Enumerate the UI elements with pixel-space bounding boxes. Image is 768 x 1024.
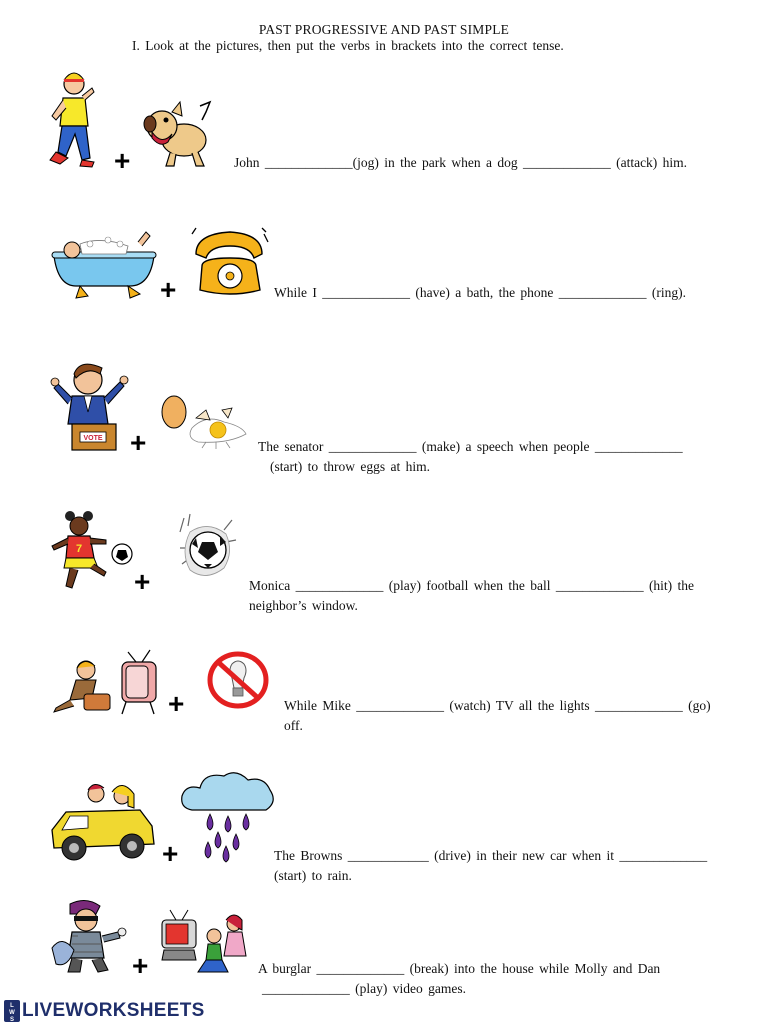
kids-video-games-image bbox=[158, 906, 252, 976]
sentence-4: Monica _____________ (play) football when the ball _____________ (hit) the neighbor’s window. bbox=[249, 578, 695, 613]
telephone-image bbox=[190, 224, 270, 300]
rain-cloud-image bbox=[178, 768, 278, 864]
no-lights-icon bbox=[206, 650, 270, 710]
sentence-6: The Browns ____________ (drive) in their new car when it _____________ (start) to rain. bbox=[274, 848, 708, 883]
senator-image bbox=[50, 352, 130, 452]
plus-sign: + bbox=[134, 566, 151, 597]
eggs-image bbox=[158, 388, 250, 450]
broken-window-ball-image bbox=[176, 512, 240, 586]
liveworksheets-footer bbox=[4, 999, 205, 1023]
jogger-image bbox=[46, 68, 100, 170]
car-image bbox=[48, 778, 158, 864]
logo-letter-w: W bbox=[9, 1010, 15, 1016]
logo-letter-s: S bbox=[9, 1017, 15, 1022]
girl-football-image bbox=[48, 510, 136, 592]
vote-label: VOTE bbox=[83, 435, 103, 442]
logo-letter-l: L bbox=[10, 1003, 14, 1009]
dog-image bbox=[140, 98, 215, 168]
boy-watching-tv-image bbox=[50, 646, 160, 716]
plus-sign: + bbox=[132, 950, 149, 981]
liveworksheets-logo-icon bbox=[4, 1000, 20, 1022]
plus-sign: + bbox=[162, 838, 179, 869]
brand-name: LIVEWORKSHEETS bbox=[22, 1000, 205, 1021]
plus-sign: + bbox=[114, 145, 131, 176]
bathtub-image bbox=[50, 230, 158, 302]
sentence-7: A burglar _____________ (break) into the house while Molly and Dan _____________ (play) video games. bbox=[258, 961, 661, 996]
instructions: I. Look at the pictures, then put the verbs in brackets into the correct tense. bbox=[132, 38, 564, 53]
sentence-5: While Mike _____________ (watch) TV all the lights _____________ (go) off. bbox=[284, 698, 711, 733]
plus-sign: + bbox=[160, 274, 177, 305]
sentence-1: John _____________(jog) in the park when a dog _____________ (attack) him. bbox=[234, 155, 688, 170]
plus-sign: + bbox=[130, 427, 147, 458]
burglar-image bbox=[48, 898, 132, 976]
sentence-3: The senator _____________ (make) a speech when people _____________ (start) to throw eggs at him. bbox=[258, 439, 683, 474]
page-title: PAST PROGRESSIVE AND PAST SIMPLE bbox=[258, 22, 510, 37]
sentence-2: While I _____________ (have) a bath, the phone _____________ (ring). bbox=[274, 285, 687, 300]
plus-sign: + bbox=[168, 688, 185, 719]
jersey-number: 7 bbox=[75, 543, 83, 555]
